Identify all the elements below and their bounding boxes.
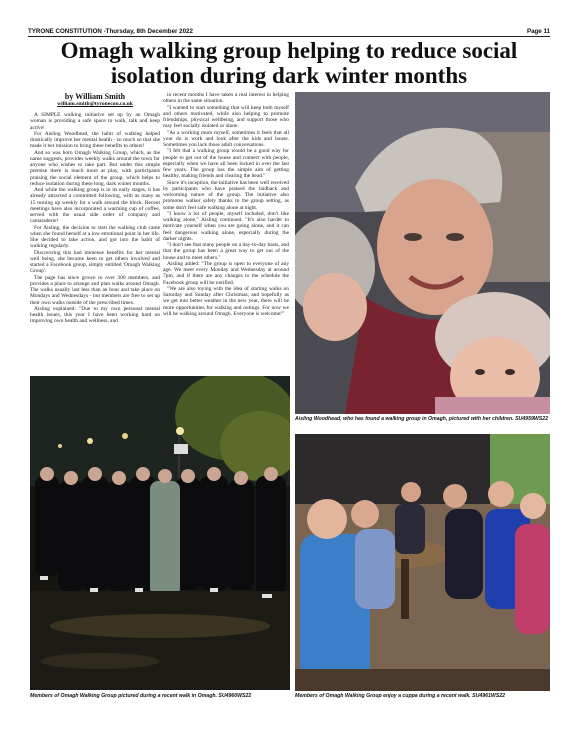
paragraph: For Aisling, the decision to start the walking club came when she found herself at a low emotional point in her life. She decided to take action, and got into the habit of walking regularly. bbox=[30, 224, 160, 250]
article-column-2 bbox=[163, 92, 289, 374]
paragraph: The page has since grown to over 300 members, and provides a place to arrange and plan walks around Omagh. The walks usually last less than an hour and take place on Mondays and Wednesdays - but members are free to set up their own walks outside of the prescribed times. bbox=[30, 274, 160, 306]
photo-night-walk-group bbox=[30, 376, 290, 690]
byline: by William Smith bbox=[64, 92, 126, 101]
paragraph: Since it's inception, the initiative has been well received by participants who have praised the laidback and welcoming nature of the group. The initiative also promotes walker safety thanks to the group setting, as some don't feel safe walking alone at night. bbox=[163, 179, 289, 211]
paragraph: "I felt that a walking group would be a good way for people to get out of the house and connect with people, especially when we have all been locked in over the last few years. The group has the simple aim of getting healthy, making friends and clearing the head." bbox=[163, 148, 289, 180]
paragraph: Aisling explained: "Due to my own personal mental health issues, this year I have been working hard on improving own health and wellness, and bbox=[30, 305, 160, 325]
paragraph: And so was born Omagh Walking Group, which, as the name suggests, provides weekly walks around the town for anyone who wishes to take part. But under this simple premise there is much more at play, with participants praising the social element of the group, which helps to reduce isolation during these long, dark winter months. bbox=[30, 149, 160, 187]
page-number: Page 11 bbox=[526, 28, 550, 35]
paragraph: Aisling added: "The group is open to everyone of any age. We meet every Monday and Wednesday at around 7pm, and if there are any changes to the schedule the Facebook group will be notified. bbox=[163, 260, 289, 286]
paragraph: Discovering this had immense benefits for her mental well being, she became keen to get others involved and started a Facebook group, simply entitled 'Omagh Walking Group'. bbox=[30, 249, 160, 275]
paragraph: "I don't see that many people on a day-to-day basis, and that the group has been a great way to get out of the house and to meet others." bbox=[163, 242, 289, 261]
caption-photo-2: Members of Omagh Walking Group pictured during a recent walk in Omagh. SU4960WS22 bbox=[30, 693, 252, 699]
photo-aisling-with-children bbox=[295, 92, 550, 414]
author-email[interactable]: william.smith@tyronecon.co.uk bbox=[57, 101, 133, 107]
caption-photo-3: Members of Omagh Walking Group enjoy a cuppa during a recent walk. SU4961WS22 bbox=[295, 693, 506, 699]
article-column-1 bbox=[30, 112, 160, 374]
photo-cafe-group bbox=[295, 434, 550, 691]
masthead-rule bbox=[28, 36, 550, 37]
paragraph: A SIMPLE walking initiative set up by an Omagh woman is providing a safe space to walk, talk and keep active! bbox=[30, 112, 160, 131]
byline-block bbox=[30, 92, 160, 108]
paragraph: For Aisling Woodhead, the habit of walking helped drastically improve her mental health - so much so that she made it her mission to bring these benefits to others! bbox=[30, 130, 160, 150]
headline: Omagh walking group helping to reduce social isolation during dark winter months bbox=[60, 38, 518, 88]
paragraph: "We are also toying with the idea of starting walks on Saturday and Sunday after Christmas, and hopefully as we get into better weather in the new year, there will be more opportunities for walking and outings. For now we will be walking around Omagh. Everyone is welcome!" bbox=[163, 285, 289, 317]
publication-info: TYRONE CONSTITUTION -Thursday, 8th December 2022 bbox=[28, 28, 193, 35]
paragraph: And while the walking group is in its early stages, it has already attracted a committed following, with as many as 15 turning up weekly for a walk around the block. Recent meetings have also incorporated a warming cup of coffee, served with the usual side order of company and camaraderie! bbox=[30, 187, 160, 225]
paragraph: "I wanted to start something that will keep both myself and others motivated, while also helping to promote friendships, physical wellbeing, and support those who may feel socially isolated or alone. bbox=[163, 104, 289, 130]
caption-photo-1: Aisling Woodhead, who has found a walking group in Omagh, pictured with her children. SU4959WS22 bbox=[295, 416, 548, 422]
paragraph: "I know a lot of people, myself included, don't like walking alone," Aisling continued. "It's also harder to motivate yourself when you are going alone, and it can feel dangerous walking alone, especially during the darker nights. bbox=[163, 210, 289, 242]
paragraph: in recent months I have taken a real interest in helping others in the same situation. bbox=[163, 92, 289, 105]
paragraph: "As a working mum myself, sometimes it feels that all your do is work and look after the kids and house. Sometimes you lack those adult conversations. bbox=[163, 129, 289, 148]
